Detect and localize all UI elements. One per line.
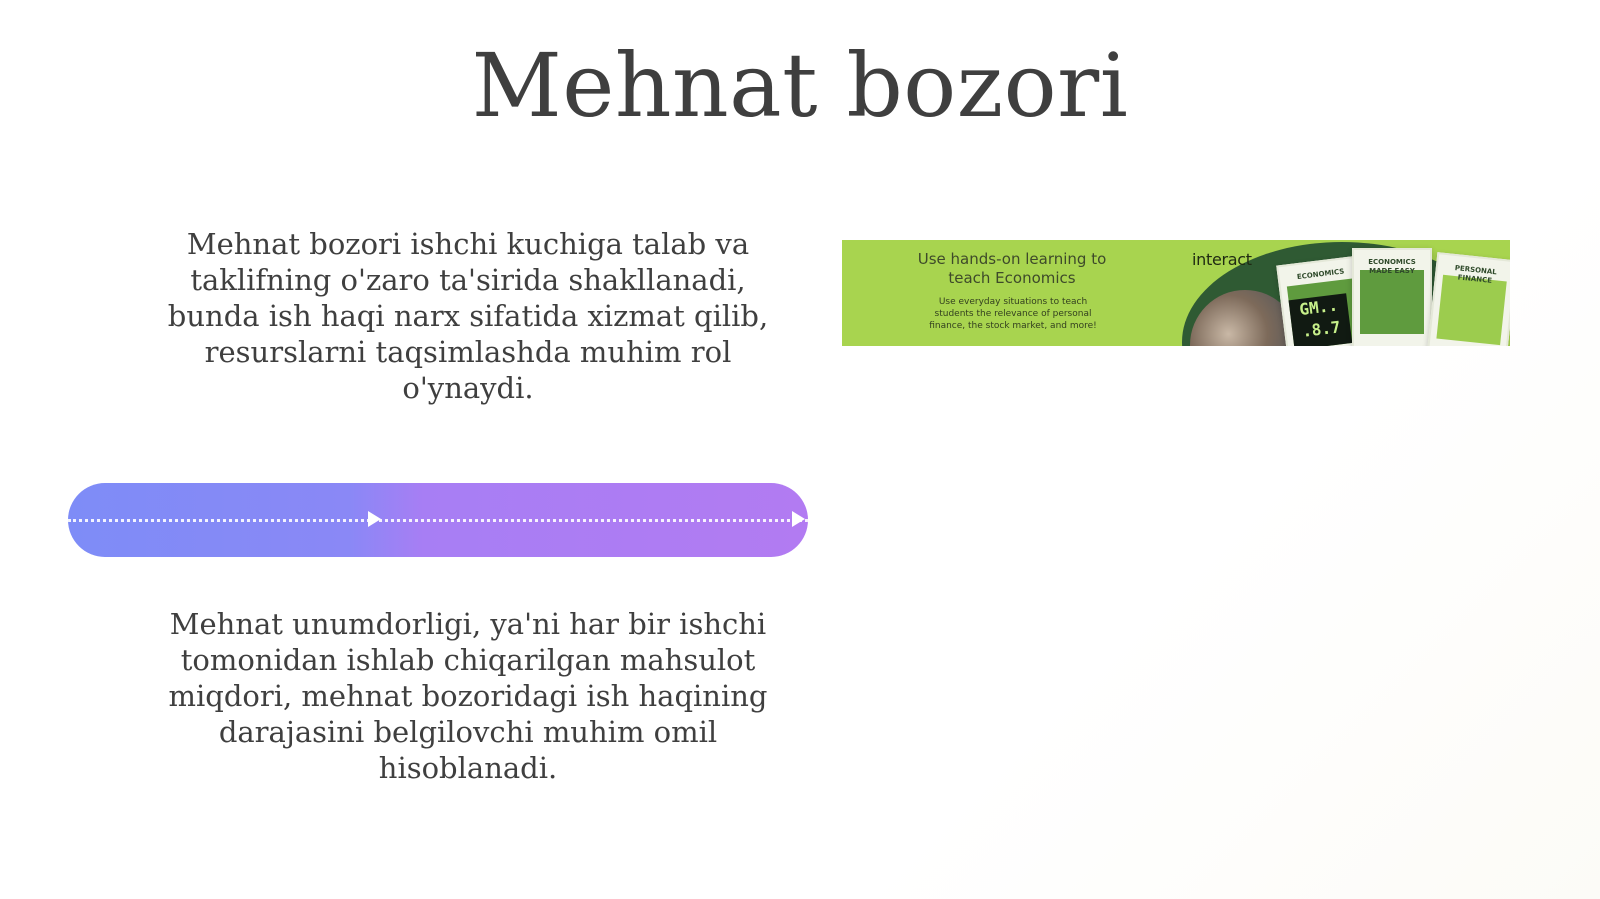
timeline-dotted-line: [68, 519, 808, 522]
arrow-right-icon: [368, 511, 381, 527]
ad-brand-logo: interact: [1192, 250, 1252, 269]
book-label: PERSONAL FINANCE: [1454, 264, 1498, 285]
book-cover-band: [1360, 270, 1424, 334]
ad-headline: Use hands-on learning to teach Economics: [917, 250, 1107, 287]
ad-subtext: Use everyday situations to teach students the relevance of personal finance, the stock market, and more!: [929, 297, 1097, 331]
advertisement-banner[interactable]: [842, 240, 1510, 346]
arrow-right-icon: [792, 511, 805, 527]
timeline-bar: [68, 483, 808, 557]
ad-stock-screen: GM.. .8.7: [1289, 293, 1353, 346]
book-label: ECONOMICS MADE EASY: [1368, 258, 1416, 275]
paragraph-labor-market: Mehnat bozori ishchi kuchiga talab va taklifning o'zaro ta'sirida shakllanadi, bunda ish haqi narx sifatida xizmat qilib, resurslarni taqsimlashda muhim rol o'ynaydi.: [167, 227, 769, 405]
slide-title: Mehnat bozori: [471, 34, 1129, 137]
ad-book-personal-finance: [1427, 252, 1510, 346]
paragraph-labor-productivity: Mehnat unumdorligi, ya'ni har bir ishchi tomonidan ishlab chiqarilgan mahsulot miqdori, mehnat bozoridagi ish haqining darajasini belgilovchi muhim omil hisoblanadi.: [168, 607, 768, 785]
ad-book-economics-made-easy: [1352, 248, 1432, 346]
book-label: ECONOMICS: [1296, 267, 1345, 282]
